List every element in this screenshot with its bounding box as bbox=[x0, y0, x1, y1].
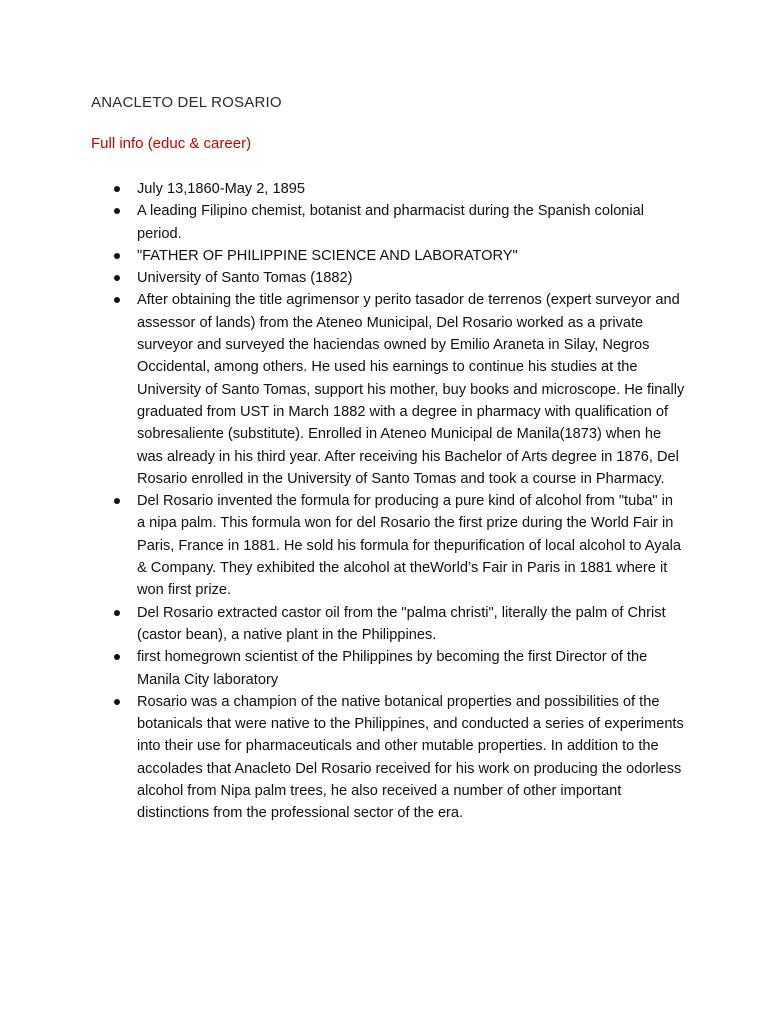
bullet-list bbox=[113, 178, 685, 825]
bullet-item-education: After obtaining the title agrimensor y perito tasador de terrenos (expert surveyor and assessor of lands) from the Ateneo Municipal, Del Rosario worked as a private surveyor and surveyed the haciendas owned by Emilio Araneta in Silay, Negros Occidental, among others. He used his earnings to continue his studies at the University of Santo Tomas, support his mother, buy books and microscope. He finally graduated from UST in March 1882 with a degree in pharmacy with qualification of sobresaliente (substitute). Enrolled in Ateneo Municipal de Manila(1873) when he was already in his third year. After receiving his Bachelor of Arts degree in 1876, Del Rosario enrolled in the University of Santo Tomas and took a course in Pharmacy. bbox=[113, 289, 685, 490]
document-title: ANACLETO DEL ROSARIO bbox=[91, 94, 282, 111]
document-subtitle: Full info (educ & career) bbox=[91, 135, 252, 152]
bullet-item-profession: A leading Filipino chemist, botanist and pharmacist during the Spanish colonial period. bbox=[113, 200, 685, 245]
bullet-item-first-scientist: first homegrown scientist of the Philippines by becoming the first Director of the Manila City laboratory bbox=[113, 646, 685, 691]
bullet-item-title: "FATHER OF PHILIPPINE SCIENCE AND LABORATORY" bbox=[113, 245, 685, 267]
bullet-item-botanicals: Rosario was a champion of the native botanical properties and possibilities of the botanicals that were native to the Philippines, and conducted a series of experiments into their use for pharmaceuticals and other mutable properties. In addition to the accolades that Anacleto Del Rosario received for his work on producing the odorless alcohol from Nipa palm trees, he also received a number of other important distinctions from the professional sector of the era. bbox=[113, 691, 685, 825]
bullet-item-alcohol-formula: Del Rosario invented the formula for producing a pure kind of alcohol from "tuba" in a nipa palm. This formula won for del Rosario the first prize during the World Fair in Paris, France in 1881. He sold his formula for thepurification of local alcohol to Ayala & Company. They exhibited the alcohol at theWorld’s Fair in Paris in 1881 where it won first prize. bbox=[113, 490, 685, 601]
bullet-item-castor-oil: Del Rosario extracted castor oil from the "palma christi", literally the palm of Christ (castor bean), a native plant in the Philippines. bbox=[113, 602, 685, 647]
bullet-item-dates: July 13,1860-May 2, 1895 bbox=[113, 178, 685, 200]
bullet-item-university: University of Santo Tomas (1882) bbox=[113, 267, 685, 289]
